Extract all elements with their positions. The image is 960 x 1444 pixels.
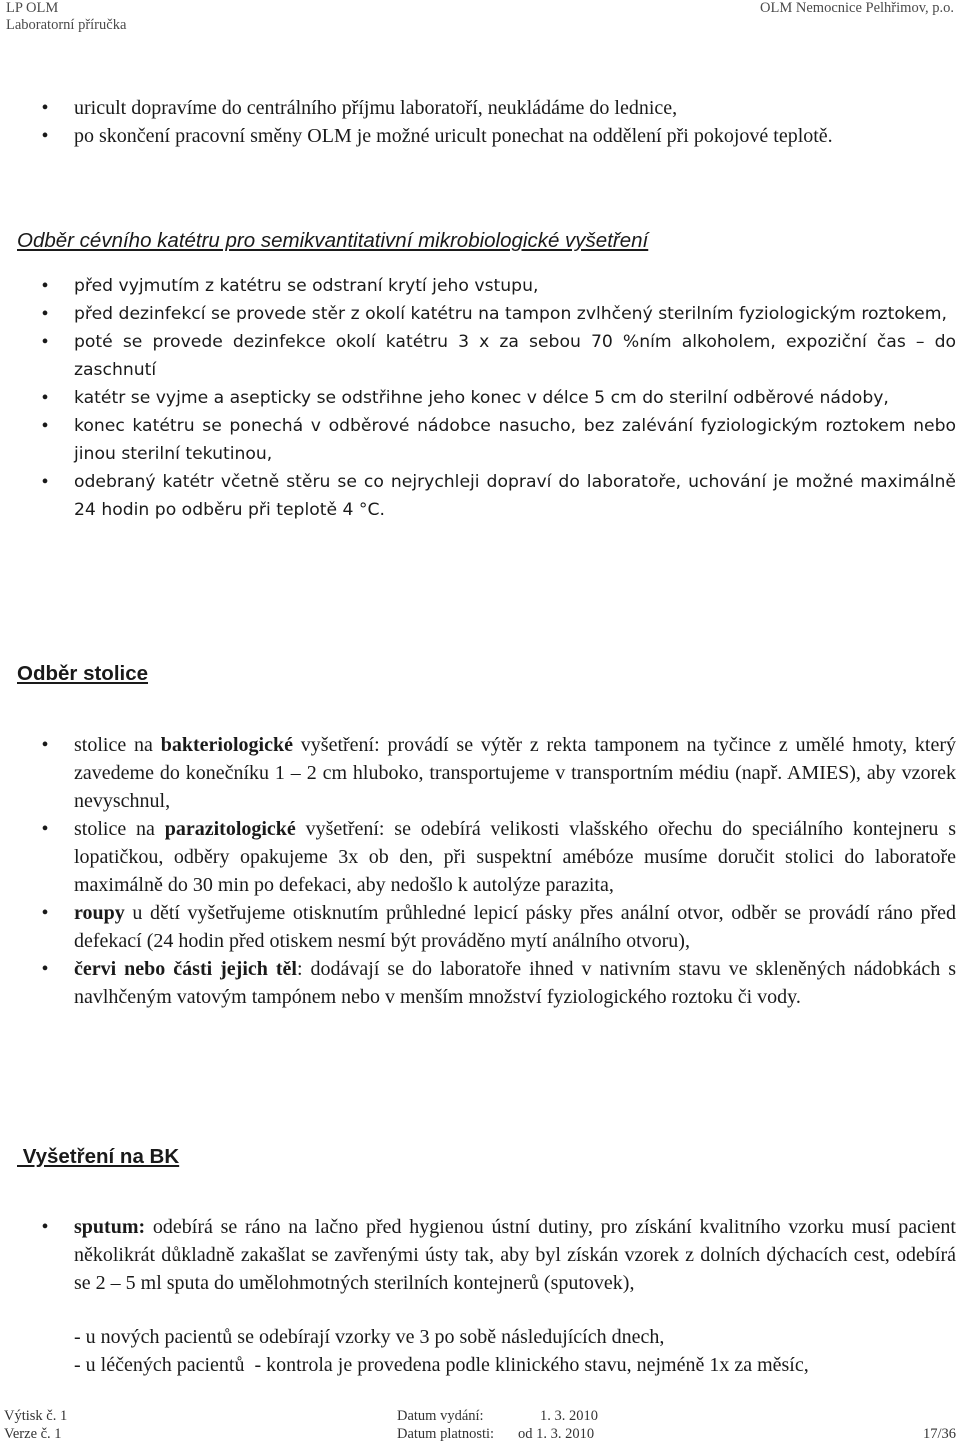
section-heading-bk: Vyšetření na BK (17, 1145, 180, 1168)
bullet-icon: • (41, 303, 49, 325)
list-item: • před dezinfekcí se provede stěr z okolí katétru na tampon zvlhčený sterilním fyziologickým roztokem, (0, 300, 960, 328)
list-item: • stolice na bakteriologické vyšetření: provádí se výtěr z rekta tamponem na tyčince z umělé hmoty, který zavedeme do konečníku 1 – 2 cm hluboko, transportujeme v transportním médiu (např. AMIES), aby vzorek nevyschnul, (0, 731, 960, 815)
header-left (6, 0, 126, 34)
list-item: • před vyjmutím z katétru se odstraní krytí jeho vstupu, (0, 272, 960, 300)
bullet-icon: • (41, 415, 49, 437)
footer-issue-date-value: 1. 3. 2010 (540, 1408, 598, 1424)
list-item: • stolice na parazitologické vyšetření: se odebírá velikosti vlašského ořechu do speciálního kontejneru s lopatičkou, odběry opakujeme 3x ob den, při suspektní amébóze musíme doručit stolici do laboratoře maximálně do 30 min po defekaci, aby nedošlo k autolýze parazita, (0, 815, 960, 899)
bullet-icon: • (41, 958, 49, 980)
footer-valid-date-label: Datum platnosti: (397, 1426, 495, 1442)
footer-page-number: 17/36 (922, 1426, 956, 1442)
bk-note-new-patients: - u nových pacientů se odebírají vzorky ve 3 po sobě následujících dnech, (74, 1326, 665, 1348)
intro-list (0, 94, 960, 150)
catheter-list (0, 272, 960, 524)
page-header (6, 0, 954, 38)
bullet-icon: • (41, 734, 49, 756)
list-item: • červi nebo části jejich těl: dodávají se do laboratoře ihned v nativním stavu ve skleněných nádobkách s navlhčeným vatovým tampónem nebo v menším množství fyziologického roztoku či vody. (0, 955, 960, 1011)
list-item: • po skončení pracovní směny OLM je možné uricult ponechat na oddělení při pokojové teplotě. (0, 122, 960, 150)
bk-list (0, 1213, 960, 1297)
bullet-icon: • (41, 97, 49, 119)
list-item: • sputum: odebírá se ráno na lačno před hygienou ústní dutiny, pro získání kvalitního vzorku musí pacient několikrát důkladně zakašlat se zavřenými ústy tak, aby byl získán vzorek z dolních dýchacích cest, odebírá se 2 – 5 ml sputa do umělohmotných sterilních kontejnerů (sputovek), (0, 1213, 960, 1297)
stool-list (0, 731, 960, 1011)
bullet-icon: • (41, 471, 49, 493)
section-heading-stool: Odběr stolice (17, 662, 149, 685)
footer-date-labels (397, 1407, 494, 1443)
bullet-icon: • (41, 125, 49, 147)
section-heading-catheter: Odběr cévního katétru pro semikvantitativní mikrobiologické vyšetření (17, 229, 649, 252)
bk-note-treated-patients: - u léčených pacientů - kontrola je provedena podle klinického stavu, nejméně 1x za měsíc, (74, 1354, 809, 1376)
bullet-icon: • (41, 902, 49, 924)
footer-issue-date-label: Datum vydání: (397, 1408, 484, 1424)
footer-valid-date-value: od 1. 3. 2010 (518, 1426, 595, 1442)
bullet-icon: • (41, 331, 49, 353)
footer-copy-number: Výtisk č. 1 (4, 1408, 68, 1424)
list-item: • konec katétru se ponechá v odběrové nádobce nasucho, bez zalévání fyziologickým roztokem nebo jinou sterilní tekutinou, (0, 412, 960, 468)
header-doc-title: Laboratorní příručka (6, 17, 127, 33)
list-item: • uricult dopravíme do centrálního příjmu laboratoří, neukládáme do lednice, (0, 94, 960, 122)
bullet-icon: • (41, 387, 49, 409)
page-footer (4, 1407, 956, 1444)
list-item: • poté se provede dezinfekce okolí katétru 3 x za sebou 70 %ním alkoholem, expoziční čas – do zaschnutí (0, 328, 960, 384)
footer-copy-info (4, 1407, 67, 1443)
list-item: • odebraný katétr včetně stěru se co nejrychleji dopraví do laboratoře, uchování je možné maximálně 24 hodin po odběru při teplotě 4 °C. (0, 468, 960, 524)
bullet-icon: • (41, 275, 49, 297)
bullet-icon: • (41, 818, 49, 840)
header-doc-code: LP OLM (6, 0, 59, 16)
list-item: • roupy u dětí vyšetřujeme otisknutím průhledné lepicí pásky přes anální otvor, odběr se provádí ráno před defekací (24 hodin před otiskem nesmí být prováděno mytí análního otvoru), (0, 899, 960, 955)
footer-version: Verze č. 1 (4, 1426, 62, 1442)
header-organization: OLM Nemocnice Pelhřimov, p.o. (760, 0, 954, 16)
footer-date-values (518, 1407, 598, 1443)
bullet-icon: • (41, 1216, 49, 1238)
list-item: • katétr se vyjme a asepticky se odstřihne jeho konec v délce 5 cm do sterilní odběrové nádoby, (0, 384, 960, 412)
